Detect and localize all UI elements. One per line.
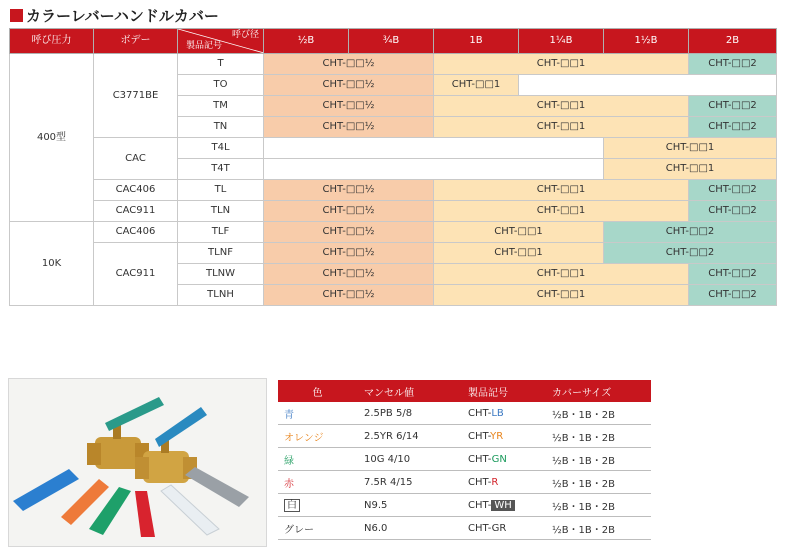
header-body: ボデー: [94, 29, 178, 54]
color-name-cell: [278, 448, 358, 471]
body-cell: CAC406: [94, 222, 178, 243]
cover-model-cell: CHT-□□1: [604, 138, 777, 159]
cover-size-cell: ½B・1B・2B: [546, 471, 651, 494]
cover-model-cell: CHT-□□1: [434, 75, 519, 96]
cover-model-cell: CHT-□□1: [604, 159, 777, 180]
cover-model-cell: CHT-□□½: [264, 75, 434, 96]
product-photo: [8, 378, 267, 547]
color-name: グレー: [284, 524, 314, 536]
cover-model-cell: CHT-□□1: [434, 117, 689, 138]
compatibility-table: [9, 28, 777, 306]
cover-model-cell: CHT-□□2: [689, 264, 777, 285]
cover-model-cell: CHT-□□2: [604, 222, 777, 243]
body-cell: CAC911: [94, 243, 178, 306]
code-suffix: YR: [490, 430, 504, 442]
cover-size-cell: ½B・1B・2B: [546, 517, 651, 540]
color-name: 青: [284, 409, 294, 421]
color-name: オレンジ: [284, 432, 324, 444]
cover-model-cell: CHT-□□½: [264, 96, 434, 117]
header-size-1: 1B: [434, 29, 519, 54]
color-table: [278, 380, 651, 540]
code-suffix: GN: [491, 453, 507, 465]
color-row: [278, 517, 651, 540]
cover-size-cell: ½B・1B・2B: [546, 448, 651, 471]
product-code-cell: TM: [178, 96, 264, 117]
color-row: [278, 425, 651, 448]
cover-model-cell: CHT-□□1: [434, 201, 689, 222]
cover-model-cell: CHT-□□2: [689, 117, 777, 138]
cover-model-cell: CHT-□□2: [604, 243, 777, 264]
table-row: [10, 138, 777, 159]
cover-model-cell: CHT-□□1: [434, 264, 689, 285]
product-code-cell: TLNW: [178, 264, 264, 285]
table-row: [10, 201, 777, 222]
product-code-cell: T: [178, 54, 264, 75]
title-text: カラーレバーハンドルカバー: [26, 7, 219, 25]
cover-model-cell: CHT-□□1: [434, 285, 689, 306]
color-header-munsell: マンセル値: [358, 380, 462, 402]
header-product-code: 製品記号: [186, 41, 223, 51]
cover-model-cell: CHT-□□½: [264, 117, 434, 138]
table-row: [10, 222, 777, 243]
valve-and-covers-illustration: [9, 379, 266, 546]
cover-model-cell: CHT-□□2: [689, 285, 777, 306]
header-size-three-quarter: ¾B: [349, 29, 434, 54]
page-title: [10, 5, 219, 26]
header-size-1-half: 1½B: [604, 29, 689, 54]
color-row: [278, 402, 651, 425]
munsell-cell: N6.0: [358, 517, 462, 540]
cover-model-cell: [264, 138, 604, 159]
munsell-cell: N9.5: [358, 494, 462, 517]
code-suffix: WH: [491, 500, 514, 511]
cover-size-cell: ½B・1B・2B: [546, 425, 651, 448]
table-row: [10, 54, 777, 75]
cover-model-cell: [519, 75, 777, 96]
product-code-cell: TL: [178, 180, 264, 201]
product-code-cell: T4L: [178, 138, 264, 159]
product-code-cell: TO: [178, 75, 264, 96]
color-row: [278, 448, 651, 471]
table-row: [10, 243, 777, 264]
body-cell: CAC: [94, 138, 178, 180]
cover-model-cell: CHT-□□½: [264, 264, 434, 285]
munsell-cell: 10G 4/10: [358, 448, 462, 471]
pressure-cell: 10K: [10, 222, 94, 306]
body-cell: CAC406: [94, 180, 178, 201]
code-cell: [462, 448, 546, 471]
table-row: [10, 180, 777, 201]
cover-model-cell: CHT-□□½: [264, 243, 434, 264]
header-diameter-code: [178, 29, 264, 54]
munsell-cell: 7.5R 4/15: [358, 471, 462, 494]
code-cell: [462, 471, 546, 494]
header-pressure: 呼び圧力: [10, 29, 94, 54]
cover-model-cell: CHT-□□½: [264, 201, 434, 222]
header-nominal-diameter: 呼び径: [231, 30, 259, 40]
color-row: [278, 471, 651, 494]
code-cell: [462, 425, 546, 448]
color-name-cell: [278, 471, 358, 494]
cover-model-cell: CHT-□□2: [689, 201, 777, 222]
code-prefix: CHT-: [468, 453, 492, 465]
cover-model-cell: [264, 159, 604, 180]
color-name: 白: [284, 499, 300, 512]
cover-model-cell: CHT-□□1: [434, 180, 689, 201]
code-cell: [462, 517, 546, 540]
cover-model-cell: CHT-□□½: [264, 285, 434, 306]
cover-model-cell: CHT-□□2: [689, 96, 777, 117]
cover-model-cell: CHT-□□1: [434, 96, 689, 117]
product-code-cell: TLNF: [178, 243, 264, 264]
code-suffix: R: [491, 476, 499, 488]
body-cell: CAC911: [94, 201, 178, 222]
cover-model-cell: CHT-□□1: [434, 222, 604, 243]
code-prefix: CHT-: [468, 522, 492, 534]
body-cell: C3771BE: [94, 54, 178, 138]
product-code-cell: TLNH: [178, 285, 264, 306]
code-prefix: CHT-: [468, 499, 492, 511]
color-header-size: カバーサイズ: [546, 380, 651, 402]
cover-model-cell: CHT-□□½: [264, 180, 434, 201]
code-cell: [462, 402, 546, 425]
header-size-1-quarter: 1¼B: [519, 29, 604, 54]
title-marker-square: [10, 9, 23, 22]
table-body: [10, 54, 777, 306]
cover-model-cell: CHT-□□½: [264, 54, 434, 75]
cover-model-cell: CHT-□□1: [434, 243, 604, 264]
code-prefix: CHT-: [468, 407, 492, 419]
product-code-cell: TN: [178, 117, 264, 138]
color-table-header-row: [278, 380, 651, 402]
color-name: 赤: [284, 478, 294, 490]
header-size-2: 2B: [689, 29, 777, 54]
color-name-cell: [278, 494, 358, 517]
table-header-row: [10, 29, 777, 54]
code-suffix: GR: [491, 522, 507, 534]
header-size-half: ½B: [264, 29, 349, 54]
cover-size-cell: ½B・1B・2B: [546, 402, 651, 425]
color-row: [278, 494, 651, 517]
cover-model-cell: CHT-□□½: [264, 222, 434, 243]
cover-model-cell: CHT-□□2: [689, 54, 777, 75]
color-name-cell: [278, 402, 358, 425]
code-prefix: CHT-: [468, 430, 491, 442]
product-code-cell: T4T: [178, 159, 264, 180]
pressure-cell: 400型: [10, 54, 94, 222]
product-code-cell: TLN: [178, 201, 264, 222]
color-name-cell: [278, 517, 358, 540]
cover-size-cell: ½B・1B・2B: [546, 494, 651, 517]
code-suffix: LB: [491, 407, 504, 419]
munsell-cell: 2.5YR 6/14: [358, 425, 462, 448]
code-cell: [462, 494, 546, 517]
cover-model-cell: CHT-□□2: [689, 180, 777, 201]
cover-model-cell: CHT-□□1: [434, 54, 689, 75]
product-code-cell: TLF: [178, 222, 264, 243]
color-header-code: 製品記号: [462, 380, 546, 402]
color-header-color: 色: [278, 380, 358, 402]
color-name: 緑: [284, 455, 294, 467]
munsell-cell: 2.5PB 5/8: [358, 402, 462, 425]
code-prefix: CHT-: [468, 476, 492, 488]
color-name-cell: [278, 425, 358, 448]
color-table-body: [278, 402, 651, 540]
